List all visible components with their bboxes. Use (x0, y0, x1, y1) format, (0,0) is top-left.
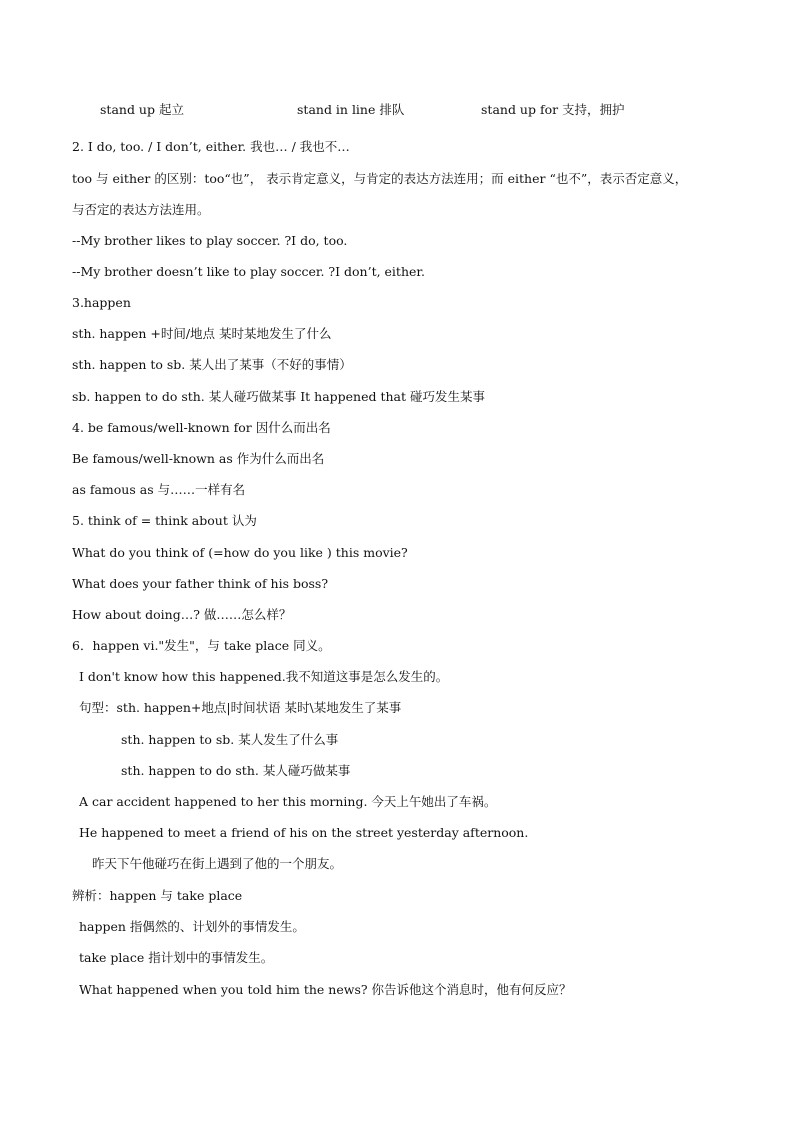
heading-4: 4. be famous/well-known for 因什么而出名 (72, 420, 331, 435)
comparison-heading: 辨析：happen 与 take place (72, 888, 243, 903)
paragraph-line: sth. happen +时间/地点 某时某地发生了什么 (72, 326, 332, 341)
phrase-stand-up-for: stand up for 支持，拥护 (481, 102, 625, 117)
phrase-stand-in-line: stand in line 排队 (297, 102, 405, 117)
paragraph-line: take place 指计划中的事情发生。 (79, 950, 274, 965)
example-sentence: What do you think of (=how do you like ) this movie? (72, 545, 408, 560)
translation-line: 昨天下午他碰巧在街上遇到了他的一个朋友。 (92, 856, 343, 871)
example-sentence: --My brother doesn’t like to play soccer. ?I don’t, either. (72, 264, 425, 279)
heading-6: 6．happen vi."发生"，与 take place 同义。 (72, 638, 331, 653)
example-sentence: How about doing…? 做……怎么样？ (72, 607, 292, 622)
example-sentence: A car accident happened to her this morning. 今天上午她出了车祸。 (79, 794, 497, 809)
paragraph-line: as famous as 与……一样有名 (72, 482, 246, 497)
heading-2: 2. I do, too. / I don’t, either. 我也… / 我也不… (72, 139, 350, 154)
example-sentence: What happened when you told him the news? 你告诉他这个消息时，他有何反应？ (79, 982, 572, 997)
example-sentence: --My brother likes to play soccer. ?I do, too. (72, 233, 348, 248)
paragraph-line: happen 指偶然的、计划外的事情发生。 (79, 919, 305, 934)
sentence-pattern: 句型：sth. happen+地点|时间状语 某时\某地发生了某事 (79, 700, 402, 715)
paragraph-line: Be famous/well-known as 作为什么而出名 (72, 451, 325, 466)
paragraph-line: 与否定的表达方法连用。 (72, 202, 210, 217)
paragraph-line: sth. happen to sb. 某人出了某事（不好的事情） (72, 357, 352, 372)
phrase-stand-up: stand up 起立 (100, 102, 184, 117)
sentence-pattern: sth. happen to sb. 某人发生了什么事 (121, 732, 339, 747)
sentence-pattern: sth. happen to do sth. 某人碰巧做某事 (121, 763, 351, 778)
example-sentence: He happened to meet a friend of his on the street yesterday afternoon. (79, 825, 529, 840)
paragraph-line: too 与 either 的区别：too“也”， 表示肯定意义，与肯定的表达方法连用；而 either “也不”，表示否定意义， (72, 171, 688, 186)
heading-3: 3.happen (72, 295, 131, 310)
paragraph-line: sb. happen to do sth. 某人碰巧做某事 It happened that 碰巧发生某事 (72, 389, 486, 404)
heading-5: 5. think of = think about 认为 (72, 513, 257, 528)
example-sentence: I don't know how this happened.我不知道这事是怎么发生的。 (79, 669, 449, 684)
example-sentence: What does your father think of his boss? (72, 576, 329, 591)
